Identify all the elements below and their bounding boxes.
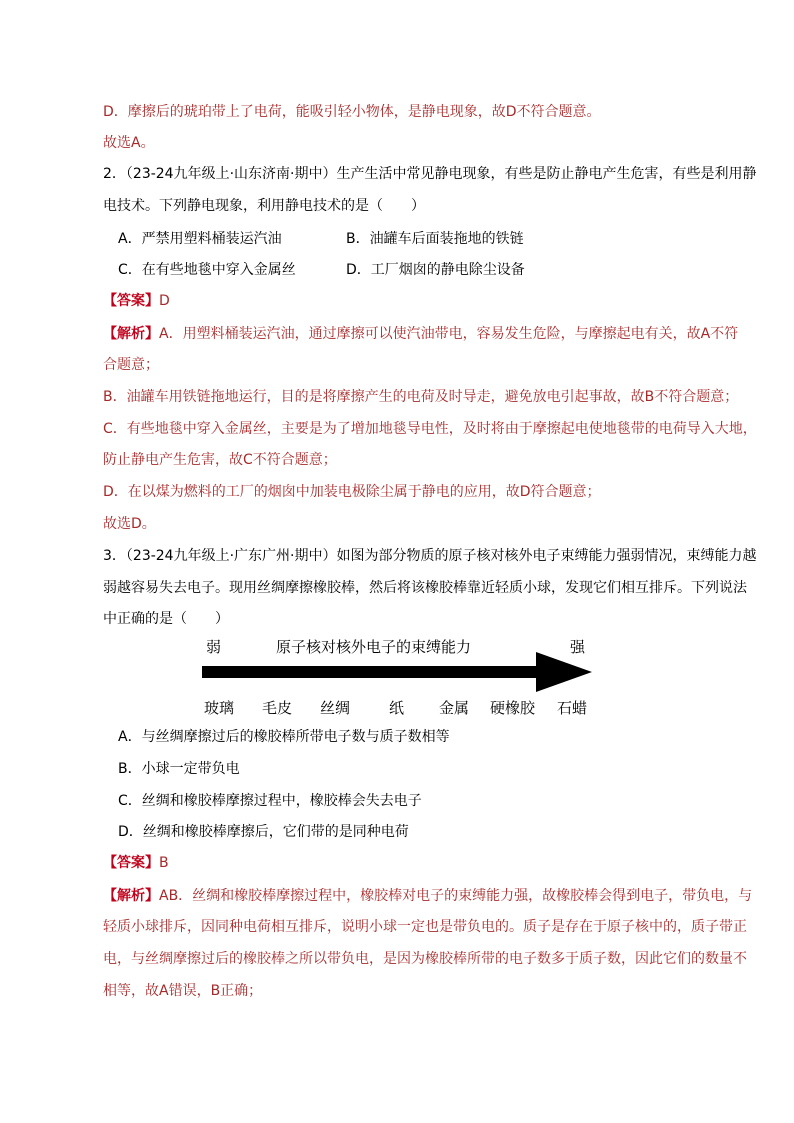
q2-option-d: D．工厂烟囱的静电除尘设备	[346, 262, 525, 278]
q2-analysis-line-1	[103, 324, 738, 344]
q2-analysis-line-4: C．有些地毯中穿入金属丝，主要是为了增加地毯导电性，及时将由于摩擦起电使地毯带的电荷导入大地，	[103, 421, 757, 437]
answer-value: D	[159, 293, 170, 309]
material-paper: 纸	[389, 699, 405, 717]
q2-option-b: B．油罐车后面装拖地的铁链	[346, 231, 524, 247]
material-glass: 玻璃	[204, 699, 235, 717]
q3-analysis-line-4: 相等，故A错误，B正确；	[103, 983, 263, 999]
analysis-text: AB．丝绸和橡胶棒摩擦过程中，橡胶棒对电子的束缚能力强，故橡胶棒会得到电子，带负电，与	[159, 888, 753, 904]
q3-analysis-line-1	[103, 886, 752, 906]
analysis-tag: 【解析】	[103, 888, 159, 904]
material-hard-rubber: 硬橡胶	[490, 699, 536, 717]
diagram-strong-label: 强	[570, 638, 586, 656]
q3-stem-line-1: 3．（23-24九年级上·广东广州·期中）如图为部分物质的原子核对核外电子束缚能力强弱情况，束缚能力越	[103, 548, 757, 564]
analysis-tag: 【解析】	[103, 326, 159, 342]
q3-option-c: C．丝绸和橡胶棒摩擦过程中，橡胶棒会失去电子	[118, 793, 422, 809]
answer-tag: 【答案】	[103, 293, 159, 309]
q2-option-a: A．严禁用塑料桶装运汽油	[118, 231, 282, 247]
diagram-weak-label: 弱	[206, 638, 222, 656]
q3-answer	[103, 853, 169, 873]
q2-stem-line-2: 电技术。下列静电现象，利用静电技术的是（ ）	[103, 198, 425, 214]
q2-analysis-line-6: D．在以煤为燃料的工厂的烟囱中加装电极除尘属于静电的应用，故D符合题意；	[103, 484, 601, 500]
q2-option-c: C．在有些地毯中穿入金属丝	[118, 262, 296, 278]
answer-tag: 【答案】	[103, 855, 159, 871]
q2-answer	[103, 291, 170, 311]
answer-value: B	[159, 855, 169, 871]
q3-option-a: A．与丝绸摩擦过后的橡胶棒所带电子数与质子数相等	[118, 729, 450, 745]
material-silk: 丝绸	[320, 699, 351, 717]
q3-stem-line-3: 中正确的是（ ）	[103, 611, 229, 627]
q3-option-b: B．小球一定带负电	[118, 761, 240, 777]
material-fur: 毛皮	[262, 699, 293, 717]
q2-analysis-line-2: 合题意；	[103, 357, 159, 373]
arrow-icon	[200, 652, 595, 694]
diagram-title: 原子核对核外电子的束缚能力	[276, 638, 472, 656]
q2-stem-line-1: 2．（23-24九年级上·山东济南·期中）生产生活中常见静电现象，有些是防止静电产生危害，有些是利用静	[103, 166, 757, 182]
material-metal: 金属	[439, 699, 470, 717]
q3-option-d: D．丝绸和橡胶棒摩擦后，它们带的是同种电荷	[118, 824, 409, 840]
q2-analysis-line-3: B．油罐车用铁链拖地运行，目的是将摩擦产生的电荷及时导走，避免放电引起事故，故B不符合题意；	[103, 389, 739, 405]
q3-stem-line-2: 弱越容易失去电子。现用丝绸摩擦橡胶棒，然后将该橡胶棒靠近轻质小球，发现它们相互排斥。下列说法	[103, 580, 747, 596]
q2-analysis-line-5: 防止静电产生危害，故C不符合题意；	[103, 452, 337, 468]
prev-select: 故选A。	[103, 135, 155, 151]
q3-analysis-line-2: 轻质小球排斥，因同种电荷相互排斥，说明小球一定也是带负电的。质子是存在于原子核中的，质子带正	[103, 919, 747, 935]
q2-select: 故选D。	[103, 516, 156, 532]
material-paraffin: 石蜡	[557, 699, 588, 717]
q3-analysis-line-3: 电，与丝绸摩擦过后的橡胶棒之所以带负电，是因为橡胶棒所带的电子数多于质子数，因此它们的数量不	[103, 951, 747, 967]
prev-analysis-line-d: D．摩擦后的琥珀带上了电荷，能吸引轻小物体，是静电现象，故D不符合题意。	[103, 104, 601, 120]
analysis-text: A．用塑料桶装运汽油，通过摩擦可以使汽油带电，容易发生危险，与摩擦起电有关，故A不符	[159, 326, 739, 342]
